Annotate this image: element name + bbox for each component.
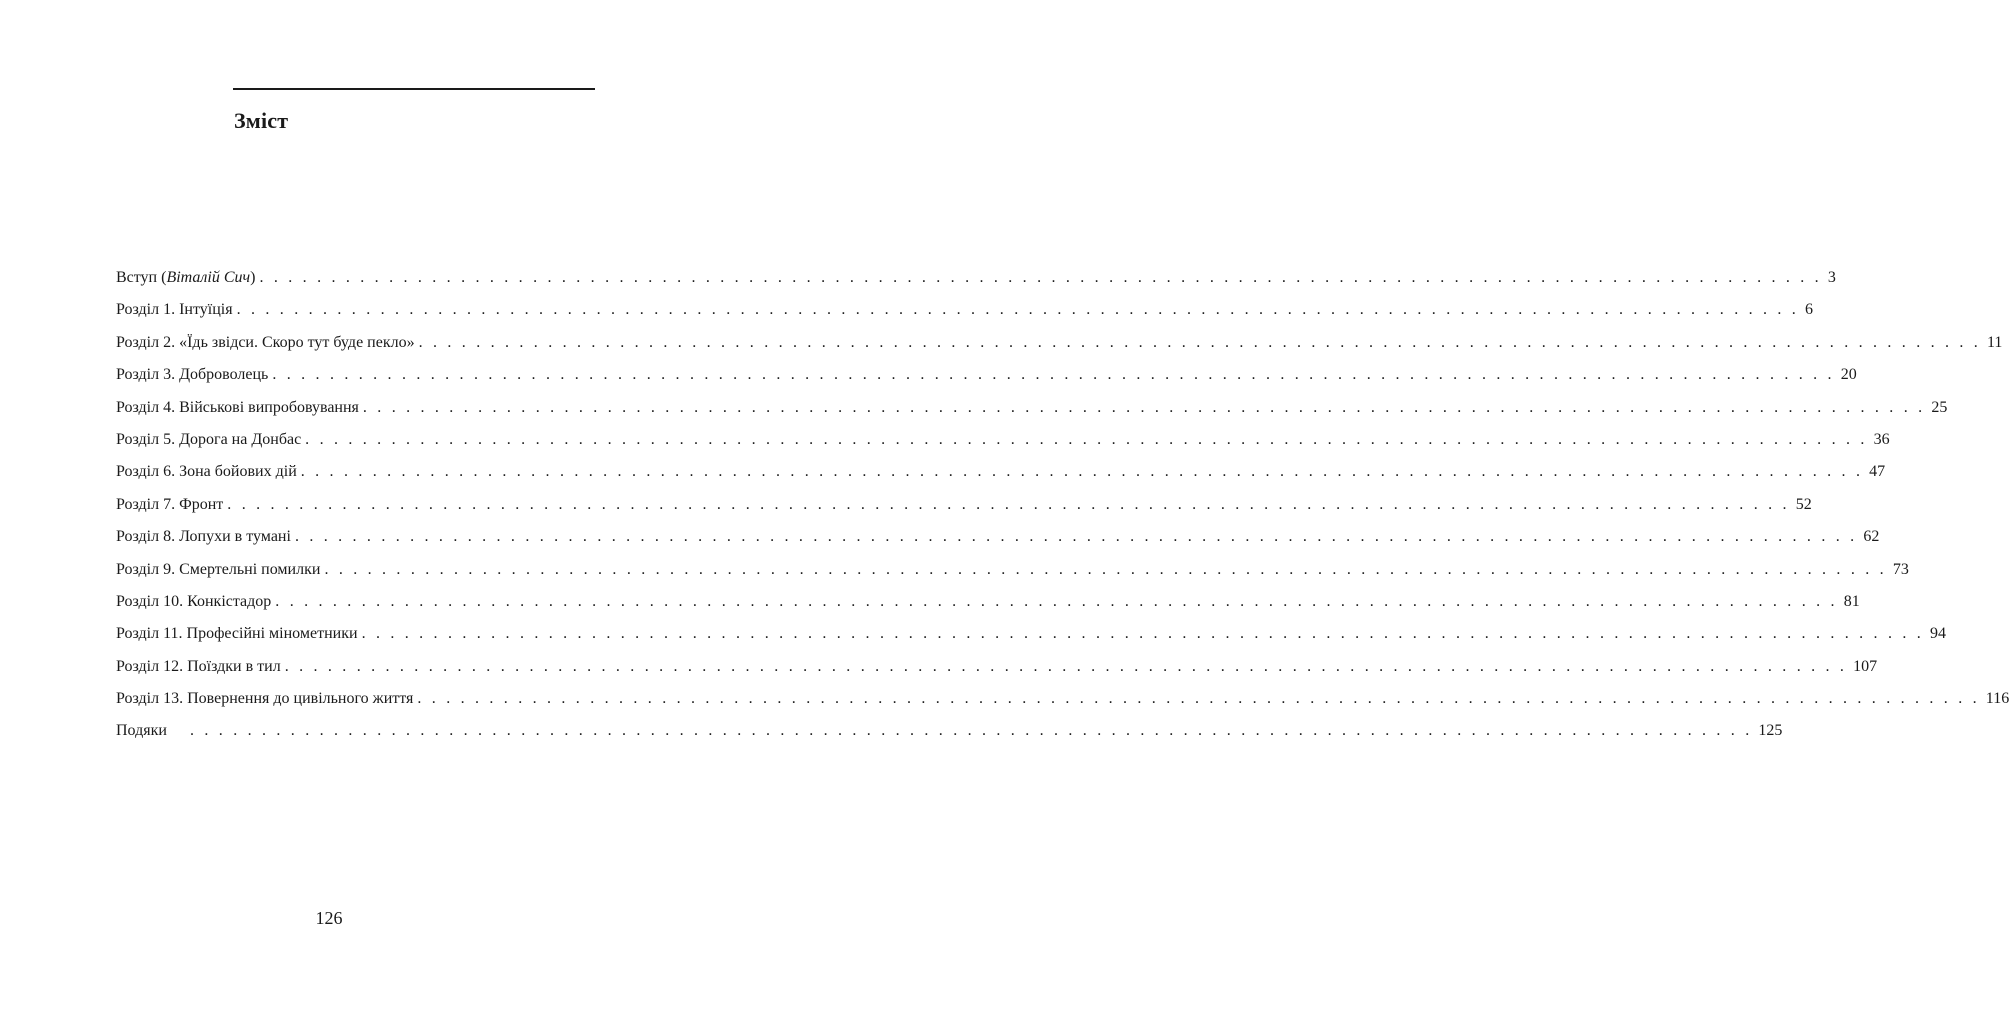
page-number: 126 bbox=[315, 908, 343, 928]
toc-leader: . . . . . . . . . . . . . . . . . . . . . . . . . . . . . . . . . . . . . . . . . . . . . . . . . . . . . . . . . . . . . . . . . . . . . . . . . . . . . . . . . . . . . . . . . . . . . . . . . . . . . . . . . . . . . bbox=[259, 269, 1822, 286]
toc-entry-title: Розділ 11. Професійні мінометники bbox=[116, 625, 358, 643]
toc-page-number: 25 bbox=[1931, 398, 1948, 416]
toc-page-number: 52 bbox=[1795, 495, 1812, 513]
toc-entry-intro bbox=[116, 262, 1836, 294]
toc-page-number: 125 bbox=[1758, 722, 1783, 740]
top-rule bbox=[233, 88, 595, 90]
toc-entry-title: Подяки bbox=[116, 722, 167, 740]
toc-leader: . . . . . . . . . . . . . . . . . . . . . . . . . . . . . . . . . . . . . . . . . . . . . . . . . . . . . . . . . . . . . . . . . . . . . . . . . . . . . . . . . . . . . . . . . . . . . . . . . . . . . . . . . . . . . bbox=[324, 560, 1887, 578]
toc-entry bbox=[116, 424, 1890, 456]
toc-page-number: 36 bbox=[1873, 430, 1890, 448]
toc-leader: . . . . . . . . . . . . . . . . . . . . . . . . . . . . . . . . . . . . . . . . . . . . . . . . . . . . . . . . . . . . . . . . . . . . . . . . . . . . . . . . . . . . . . . . . . . . . . . . . . . . . . . . . . . . . bbox=[294, 528, 1858, 546]
toc-entry bbox=[116, 521, 1880, 553]
toc-page-number: 116 bbox=[1985, 690, 2009, 708]
toc-leader: . . . . . . . . . . . . . . . . . . . . . . . . . . . . . . . . . . . . . . . . . . . . . . . . . . . . . . . . . . . . . . . . . . . . . . . . . . . . . . . . . . . . . . . . . . . . . . . . . . . . . . . . . . . . . bbox=[305, 430, 1868, 448]
toc-entry-title: Розділ 10. Конкістадор bbox=[116, 592, 272, 610]
toc-page-number: 107 bbox=[1853, 657, 1878, 675]
toc-entry bbox=[116, 327, 2003, 359]
toc-entry-title: Розділ 1. Інтуїція bbox=[116, 301, 233, 319]
toc-leader: . . . . . . . . . . . . . . . . . . . . . . . . . . . . . . . . . . . . . . . . . . . . . . . . . . . . . . . . . . . . . . . . . . . . . . . . . . . . . . . . . . . . . . . . . . . . . . . . . . . . . . . . . . . . . bbox=[417, 690, 1980, 708]
toc-leader: . . . . . . . . . . . . . . . . . . . . . . . . . . . . . . . . . . . . . . . . . . . . . . . . . . . . . . . . . . . . . . . . . . . . . . . . . . . . . . . . . . . . . . . . . . . . . . . . . . . . . . . . . . . . . bbox=[272, 366, 1835, 384]
toc-entry-title: Розділ 9. Смертельні помилки bbox=[116, 560, 321, 578]
toc-entry-title: Розділ 2. «Їдь звідси. Скоро тут буде пекло» bbox=[116, 333, 415, 351]
toc-leader: . . . . . . . . . . . . . . . . . . . . . . . . . . . . . . . . . . . . . . . . . . . . . . . . . . . . . . . . . . . . . . . . . . . . . . . . . . . . . . . . . . . . . . . . . . . . . . . . . . . . . . . . . . . . . bbox=[190, 722, 1753, 740]
toc-entry-title: Розділ 5. Дорога на Донбас bbox=[116, 430, 302, 448]
toc-page-number: 94 bbox=[1929, 625, 1946, 643]
toc-entry-title: Розділ 6. Зона бойових дій bbox=[116, 463, 297, 481]
toc-page-number: 11 bbox=[1987, 333, 2003, 351]
toc-leader: . . . . . . . . . . . . . . . . . . . . . . . . . . . . . . . . . . . . . . . . . . . . . . . . . . . . . . . . . . . . . . . . . . . . . . . . . . . . . . . . . . . . . . . . . . . . . . . . . . . . . . . . . . . . . bbox=[284, 657, 1848, 675]
toc-entry-title: Розділ 12. Поїздки в тил bbox=[116, 657, 281, 675]
toc-page-number: 47 bbox=[1869, 463, 1886, 481]
toc-entry-title: Вступ (Віталій Сич) bbox=[116, 269, 256, 286]
toc-entry bbox=[116, 618, 1946, 650]
toc-entry-thanks bbox=[116, 715, 1783, 747]
toc-entry bbox=[116, 294, 1813, 326]
toc-leader: . . . . . . . . . . . . . . . . . . . . . . . . . . . . . . . . . . . . . . . . . . . . . . . . . . . . . . . . . . . . . . . . . . . . . . . . . . . . . . . . . . . . . . . . . . . . . . . . . . . . . . . . . . . . . bbox=[236, 301, 1799, 319]
toc-entry-title: Розділ 3. Доброволець bbox=[116, 366, 269, 384]
toc-leader: . . . . . . . . . . . . . . . . . . . . . . . . . . . . . . . . . . . . . . . . . . . . . . . . . . . . . . . . . . . . . . . . . . . . . . . . . . . . . . . . . . . . . . . . . . . . . . . . . . . . . . . . . . . . . bbox=[362, 398, 1926, 416]
toc-entry-author: Віталій Сич bbox=[166, 269, 251, 286]
toc-leader: . . . . . . . . . . . . . . . . . . . . . . . . . . . . . . . . . . . . . . . . . . . . . . . . . . . . . . . . . . . . . . . . . . . . . . . . . . . . . . . . . . . . . . . . . . . . . . . . . . . . . . . . . . . . . bbox=[227, 495, 1790, 513]
toc-entry-title: Розділ 4. Військові випробовування bbox=[116, 398, 359, 416]
toc-entry-title: Розділ 7. Фронт bbox=[116, 495, 224, 513]
page-title: Зміст bbox=[234, 108, 289, 133]
toc-entry bbox=[116, 392, 1948, 424]
toc-entry bbox=[116, 456, 1886, 488]
toc-entry bbox=[116, 683, 2009, 715]
toc-entry bbox=[116, 586, 1860, 618]
toc-page-number: 62 bbox=[1863, 528, 1880, 546]
toc-leader: . . . . . . . . . . . . . . . . . . . . . . . . . . . . . . . . . . . . . . . . . . . . . . . . . . . . . . . . . . . . . . . . . . . . . . . . . . . . . . . . . . . . . . . . . . . . . . . . . . . . . . . . . . . . . bbox=[275, 592, 1838, 610]
toc-leader: . . . . . . . . . . . . . . . . . . . . . . . . . . . . . . . . . . . . . . . . . . . . . . . . . . . . . . . . . . . . . . . . . . . . . . . . . . . . . . . . . . . . . . . . . . . . . . . . . . . . . . . . . . . . . bbox=[418, 333, 1981, 351]
toc-entry bbox=[116, 489, 1812, 521]
table-of-contents bbox=[116, 262, 2009, 748]
toc-entry-title: Розділ 13. Повернення до цивільного життя bbox=[116, 690, 414, 708]
toc-entry-title: Розділ 8. Лопухи в тумані bbox=[116, 528, 291, 546]
toc-entry bbox=[116, 554, 1909, 586]
toc-leader: . . . . . . . . . . . . . . . . . . . . . . . . . . . . . . . . . . . . . . . . . . . . . . . . . . . . . . . . . . . . . . . . . . . . . . . . . . . . . . . . . . . . . . . . . . . . . . . . . . . . . . . . . . . . . bbox=[300, 463, 1864, 481]
toc-page-number: 20 bbox=[1840, 366, 1857, 384]
toc-entry bbox=[116, 359, 1857, 391]
toc-page-number: 73 bbox=[1892, 560, 1909, 578]
toc-leader: . . . . . . . . . . . . . . . . . . . . . . . . . . . . . . . . . . . . . . . . . . . . . . . . . . . . . . . . . . . . . . . . . . . . . . . . . . . . . . . . . . . . . . . . . . . . . . . . . . . . . . . . . . . . . bbox=[361, 625, 1924, 643]
toc-entry bbox=[116, 651, 1878, 683]
toc-page-number: 3 bbox=[1827, 269, 1836, 286]
toc-page-number: 81 bbox=[1843, 592, 1860, 610]
toc-page-number: 6 bbox=[1805, 301, 1813, 319]
